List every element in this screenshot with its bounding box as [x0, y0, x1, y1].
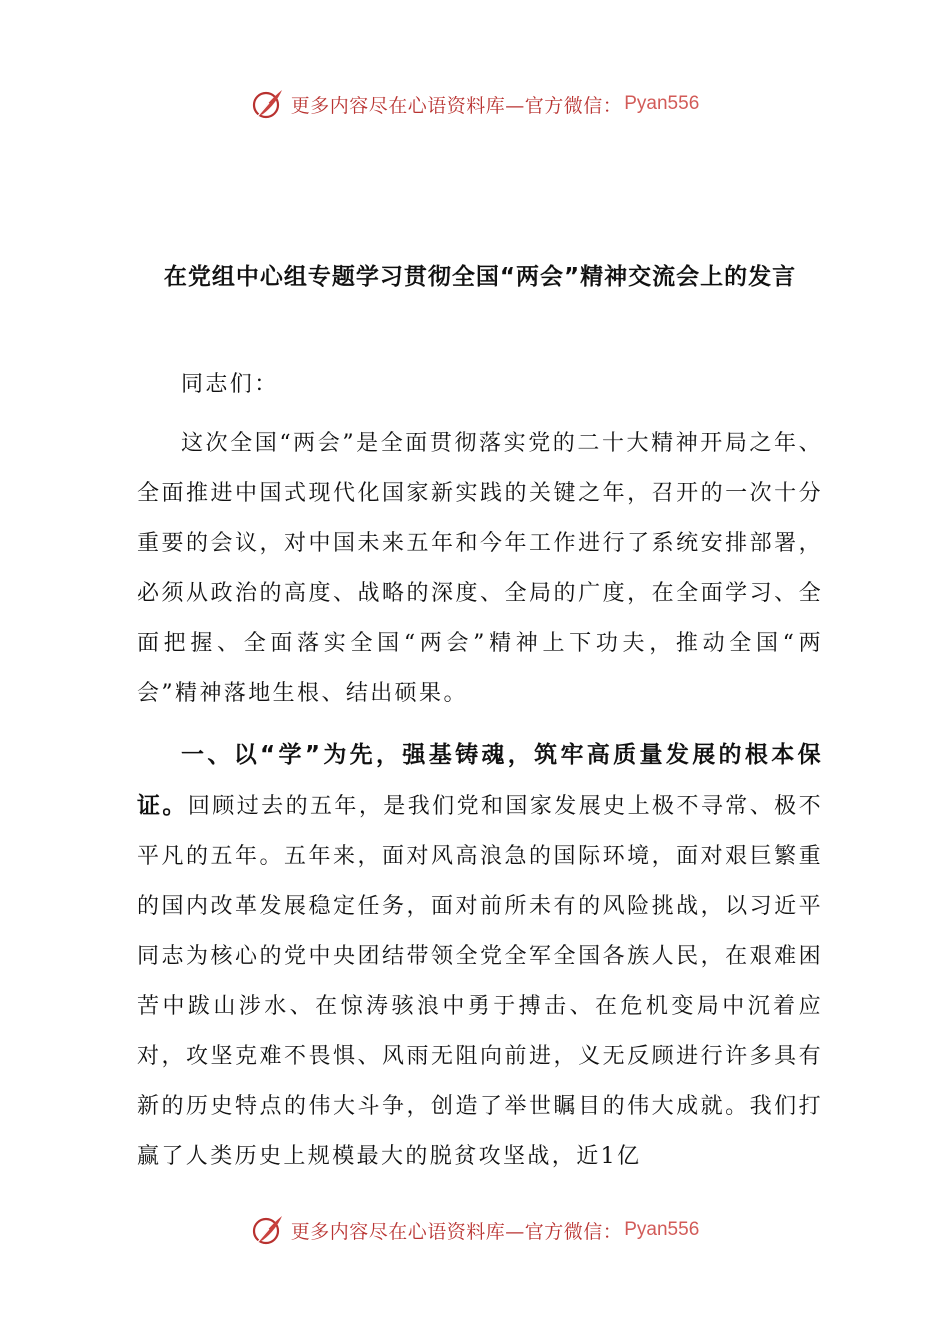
section-1-text: 回顾过去的五年，是我们党和国家发展史上极不寻常、极不平凡的五年。五年来，面对风高浪急的国际环境，面对艰巨繁重的国内改革发展稳定任务，面对前所未有的风险挑战，以习近平同志为核心的党中央团结带领全党全军全国各族人民，在艰难困苦中跋山涉水、在惊涛骇浪中勇于搏击、在危机变局中沉着应对，攻坚克难不畏惧、风雨无阻向前进，义无反顾进行许多具有新的历史特点的伟大斗争，创造了举世瞩目的伟大成就。我们打赢了人类历史上规模最大的脱贫攻坚战，近1亿 — [137, 794, 823, 1169]
banner-text: 更多内容尽在心语资料库—官方微信： — [290, 94, 623, 117]
banner-text: 更多内容尽在心语资料库—官方微信： — [290, 1220, 623, 1243]
greeting: 同志们： — [181, 372, 279, 397]
wechat-id: Pyan556 — [624, 1219, 700, 1240]
document-title: 在党组中心组专题学习贯彻全国“两会”精神交流会上的发言 — [163, 264, 797, 290]
footer-watermark-banner — [0, 1210, 950, 1250]
paragraph-section-1 — [137, 730, 823, 1182]
quill-logo-icon — [251, 1213, 285, 1247]
quill-logo-icon — [251, 87, 285, 121]
wechat-id: Pyan556 — [624, 93, 700, 114]
paragraph-intro: 这次全国“两会”是全面贯彻落实党的二十大精神开局之年、全面推进中国式现代化国家新实践的关键之年，召开的一次十分重要的会议，对中国未来五年和今年工作进行了系统安排部署，必须从政治的高度、战略的深度、全局的广度，在全面学习、全面把握、全面落实全国“两会”精神上下功夫，推动全国“两会”精神落地生根、结出硕果。 — [137, 431, 823, 706]
document-body — [137, 360, 823, 1182]
header-watermark-banner — [0, 84, 950, 124]
section-1-heading: 一、以“学”为先，强基铸魂，筑牢高质量发展的根本保证。 — [137, 742, 823, 819]
